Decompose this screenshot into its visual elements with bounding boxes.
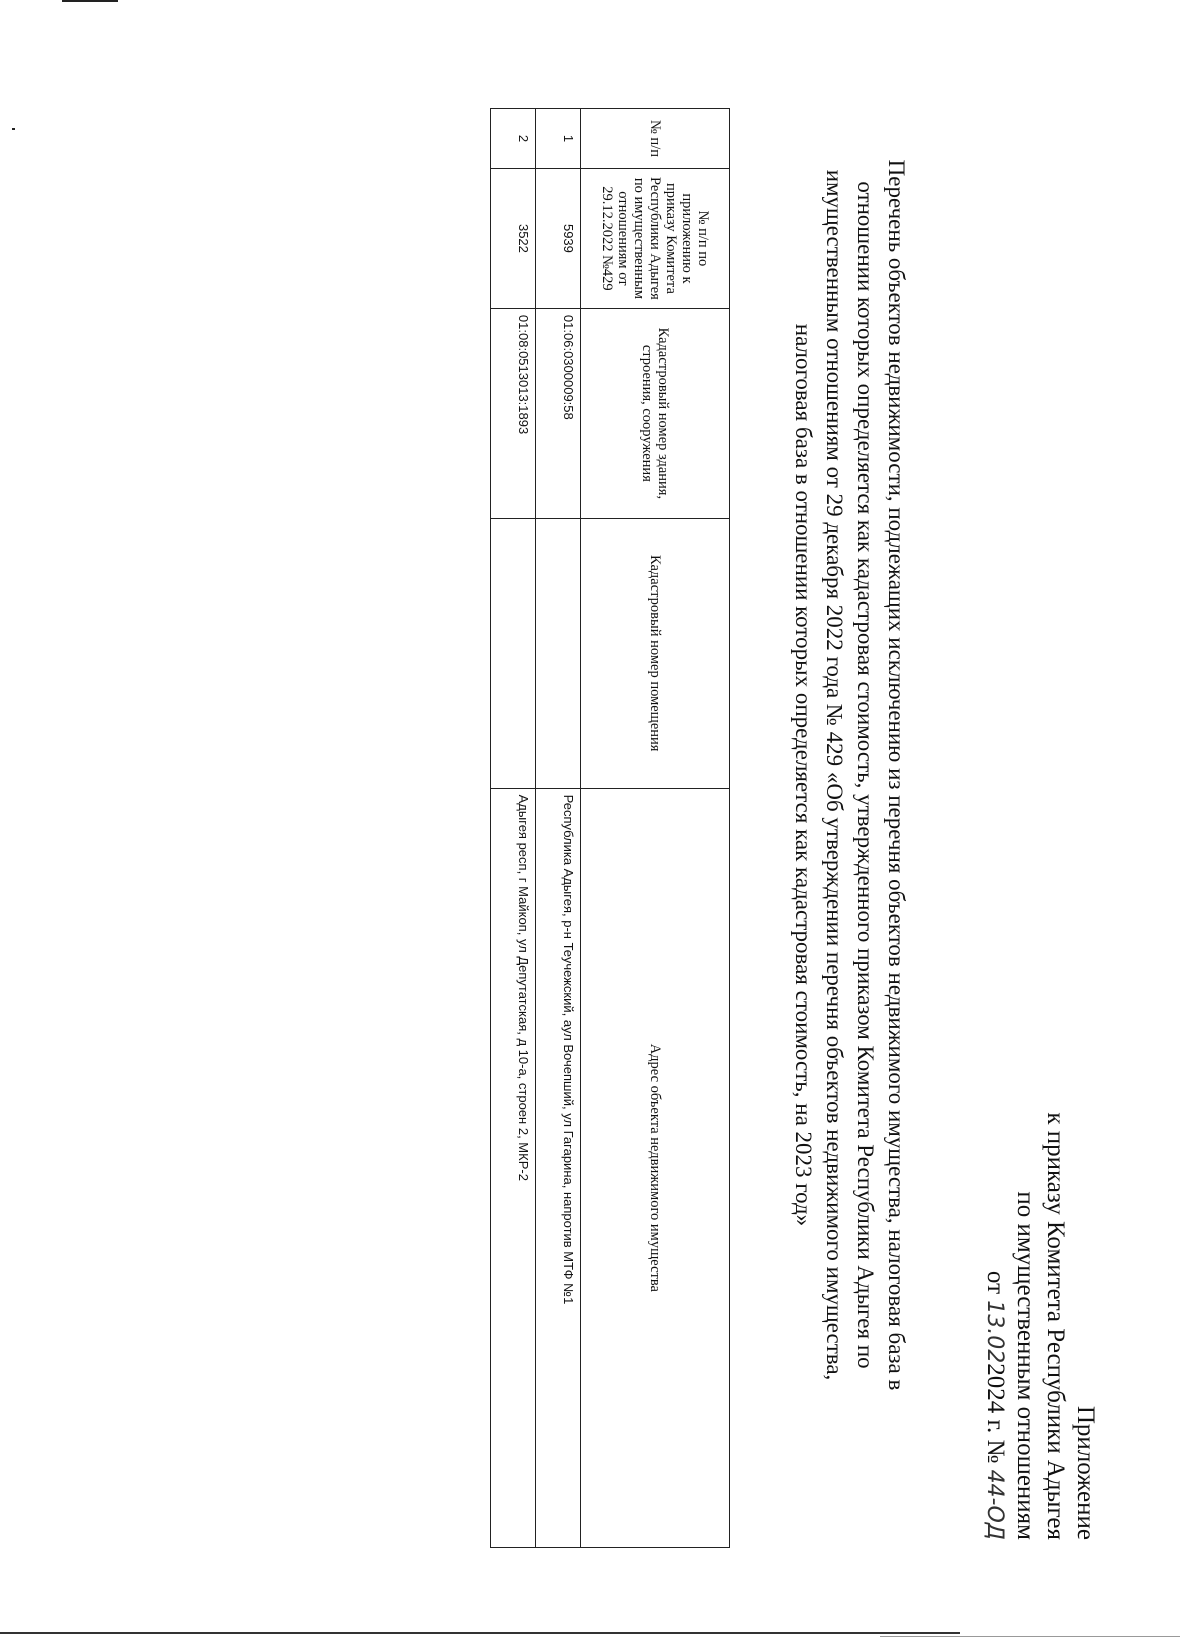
header-row-number: № п/п bbox=[581, 109, 730, 169]
cell-address: Адыгея респ, г Майкоп, ул Депутатская, д 10-а, строен 2, МКР-2 bbox=[491, 788, 536, 1547]
appendix-line-date bbox=[979, 1040, 1010, 1540]
cell-address: Республика Адыгея, р-н Теучежский, аул Вочепший, ул Гагарина, напротив МТФ №1 bbox=[536, 788, 581, 1547]
appendix-title: Приложение bbox=[1072, 1405, 1099, 1540]
cell-building-cadastral: 01:08:0513013:1893 bbox=[491, 308, 536, 518]
document-title: Перечень объектов недвижимости, подлежащих исключению из перечня объектов недвижимого имущества, налоговая база в отношении которых определяется как кадастровая стоимость, утвержденного приказом Комитета Республики Адыгея по имущественным отношениям от 29 декабря 2022 года № 429 «Об утверждении перечня объектов недвижимого имущества, налоговая база в отношении которых определяется как кадастровая стоимость, на 2023 год» bbox=[791, 159, 909, 1391]
table-row bbox=[536, 109, 581, 1548]
real-estate-table bbox=[490, 108, 730, 1548]
date-prefix: от bbox=[982, 1270, 1009, 1295]
handwritten-date: 13.02 bbox=[982, 1300, 1007, 1364]
header-appendix-number: № п/п по приложению к приказу Комитета Республики Адыгея по имущественным отношениям от 29.12.2022 №429 bbox=[581, 168, 730, 308]
header-premises-cadastral: Кадастровый номер помещения bbox=[581, 518, 730, 788]
header-building-cadastral: Кадастровый номер здания, строения, сооружения bbox=[581, 308, 730, 518]
appendix-line-committee: по имущественным отношениям bbox=[1012, 1191, 1039, 1540]
appendix-line-order: к приказу Комитета Республики Адыгея bbox=[1042, 1112, 1069, 1540]
cell-building-cadastral: 01:06:0300009:58 bbox=[536, 308, 581, 518]
header-address: Адрес объекта недвижимого имущества bbox=[581, 788, 730, 1547]
handwritten-order-number: 44-ОД bbox=[982, 1469, 1007, 1540]
table-row bbox=[491, 109, 536, 1548]
cell-premises-cadastral bbox=[536, 518, 581, 788]
cell-appendix-number: 5939 bbox=[536, 168, 581, 308]
cell-appendix-number: 3522 bbox=[491, 168, 536, 308]
table-header-row bbox=[581, 109, 730, 1548]
cell-row-number: 1 bbox=[536, 109, 581, 169]
cell-premises-cadastral bbox=[491, 518, 536, 788]
cell-row-number: 2 bbox=[491, 109, 536, 169]
date-number-label: 2024 г. № bbox=[982, 1363, 1009, 1464]
